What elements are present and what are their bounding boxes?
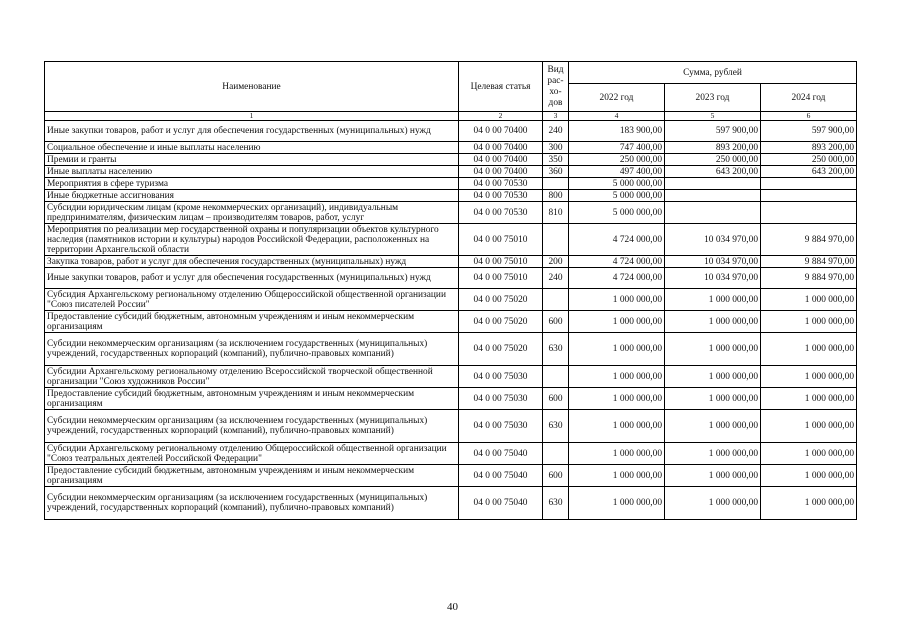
- row-sum-2024: [761, 190, 857, 202]
- row-name: Субсидия Архангельскому региональному отделению Общероссийской общественной организации "Союз писателей России": [45, 289, 459, 311]
- row-sum-2023: 1 000 000,00: [665, 487, 761, 520]
- row-sum-2023: 1 000 000,00: [665, 465, 761, 487]
- row-sum-2024: 1 000 000,00: [761, 289, 857, 311]
- column-index: 2: [459, 112, 543, 121]
- row-sum-2023: 597 900,00: [665, 121, 761, 142]
- row-sum-2022: 1 000 000,00: [569, 388, 665, 410]
- row-sum-2023: 10 034 970,00: [665, 224, 761, 256]
- row-expense-type: 810: [543, 202, 569, 224]
- row-target-article: 04 0 00 70530: [459, 190, 543, 202]
- row-sum-2024: 1 000 000,00: [761, 487, 857, 520]
- column-index-row: [45, 112, 857, 121]
- row-sum-2022: 1 000 000,00: [569, 366, 665, 388]
- row-sum-2024: 893 200,00: [761, 142, 857, 154]
- table-row: [45, 224, 857, 256]
- row-target-article: 04 0 00 70400: [459, 142, 543, 154]
- table-body: [45, 121, 857, 520]
- row-expense-type: 240: [543, 268, 569, 289]
- row-expense-type: 240: [543, 121, 569, 142]
- row-target-article: 04 0 00 75020: [459, 289, 543, 311]
- row-name: Субсидии Архангельскому региональному отделению Всероссийской творческой общественной организации "Союз художников России": [45, 366, 459, 388]
- row-sum-2024: 1 000 000,00: [761, 366, 857, 388]
- row-target-article: 04 0 00 75030: [459, 366, 543, 388]
- table-row: [45, 366, 857, 388]
- header-target-article: Целевая статья: [459, 62, 543, 112]
- row-expense-type: 630: [543, 333, 569, 366]
- row-target-article: 04 0 00 70400: [459, 121, 543, 142]
- table-row: [45, 487, 857, 520]
- row-sum-2024: 9 884 970,00: [761, 268, 857, 289]
- table-row: [45, 166, 857, 178]
- table-row: [45, 121, 857, 142]
- row-name: Иные закупки товаров, работ и услуг для обеспечения государственных (муниципальных) нужд: [45, 268, 459, 289]
- table-row: [45, 388, 857, 410]
- row-sum-2022: 4 724 000,00: [569, 224, 665, 256]
- row-target-article: 04 0 00 75010: [459, 224, 543, 256]
- row-target-article: 04 0 00 75030: [459, 388, 543, 410]
- row-target-article: 04 0 00 70530: [459, 202, 543, 224]
- row-sum-2022: 497 400,00: [569, 166, 665, 178]
- row-expense-type: [543, 366, 569, 388]
- header-year-2024: 2024 год: [761, 84, 857, 112]
- row-sum-2024: 9 884 970,00: [761, 224, 857, 256]
- header-sum: Сумма, рублей: [569, 62, 857, 84]
- row-sum-2022: 1 000 000,00: [569, 443, 665, 465]
- row-expense-type: 630: [543, 487, 569, 520]
- row-sum-2024: [761, 178, 857, 190]
- page-number: 40: [447, 601, 458, 613]
- table-row: [45, 202, 857, 224]
- row-name: Субсидии некоммерческим организациям (за исключением государственных (муниципальных) учреждений, государственных корпораций (компаний), публично-правовых компаний): [45, 410, 459, 443]
- row-sum-2023: [665, 202, 761, 224]
- row-expense-type: 600: [543, 388, 569, 410]
- row-sum-2023: 1 000 000,00: [665, 410, 761, 443]
- row-target-article: 04 0 00 75040: [459, 465, 543, 487]
- row-target-article: 04 0 00 75020: [459, 333, 543, 366]
- budget-table: [44, 61, 857, 520]
- row-sum-2023: [665, 178, 761, 190]
- row-expense-type: 350: [543, 154, 569, 166]
- row-expense-type: 300: [543, 142, 569, 154]
- row-sum-2024: 597 900,00: [761, 121, 857, 142]
- row-sum-2024: 1 000 000,00: [761, 443, 857, 465]
- table-row: [45, 154, 857, 166]
- row-sum-2024: 1 000 000,00: [761, 388, 857, 410]
- column-index: 5: [665, 112, 761, 121]
- row-expense-type: 600: [543, 465, 569, 487]
- row-sum-2024: 1 000 000,00: [761, 311, 857, 333]
- row-expense-type: 600: [543, 311, 569, 333]
- row-sum-2024: 1 000 000,00: [761, 333, 857, 366]
- row-target-article: 04 0 00 75020: [459, 311, 543, 333]
- row-expense-type: [543, 289, 569, 311]
- row-sum-2022: 4 724 000,00: [569, 268, 665, 289]
- row-name: Мероприятия по реализации мер государственной охраны и популяризации объектов культурного наследия (памятников истории и культуры) народов Российской Федерации, расположенных на территории Архангельской области: [45, 224, 459, 256]
- row-target-article: 04 0 00 75010: [459, 268, 543, 289]
- row-sum-2022: 5 000 000,00: [569, 190, 665, 202]
- table-row: [45, 142, 857, 154]
- row-sum-2024: 1 000 000,00: [761, 410, 857, 443]
- row-sum-2024: [761, 202, 857, 224]
- row-name: Предоставление субсидий бюджетным, автономным учреждениям и иным некоммерческим организациям: [45, 311, 459, 333]
- row-expense-type: 200: [543, 256, 569, 268]
- row-sum-2022: 1 000 000,00: [569, 333, 665, 366]
- table-row: [45, 443, 857, 465]
- row-sum-2023: 1 000 000,00: [665, 333, 761, 366]
- row-target-article: 04 0 00 75040: [459, 487, 543, 520]
- row-name: Субсидии Архангельскому региональному отделению Общероссийской общественной организации "Союз театральных деятелей Российской Федерации": [45, 443, 459, 465]
- row-sum-2023: 893 200,00: [665, 142, 761, 154]
- row-expense-type: 630: [543, 410, 569, 443]
- row-sum-2022: 747 400,00: [569, 142, 665, 154]
- row-sum-2023: 1 000 000,00: [665, 366, 761, 388]
- table-row: [45, 190, 857, 202]
- row-target-article: 04 0 00 70400: [459, 154, 543, 166]
- row-target-article: 04 0 00 70400: [459, 166, 543, 178]
- column-index: 4: [569, 112, 665, 121]
- row-name: Предоставление субсидий бюджетным, автономным учреждениям и иным некоммерческим организациям: [45, 388, 459, 410]
- row-sum-2022: 183 900,00: [569, 121, 665, 142]
- row-expense-type: 800: [543, 190, 569, 202]
- row-sum-2024: 9 884 970,00: [761, 256, 857, 268]
- row-sum-2023: 1 000 000,00: [665, 289, 761, 311]
- header-year-2023: 2023 год: [665, 84, 761, 112]
- row-sum-2024: 643 200,00: [761, 166, 857, 178]
- row-name: Субсидии некоммерческим организациям (за исключением государственных (муниципальных) учреждений, государственных корпораций (компаний), публично-правовых компаний): [45, 487, 459, 520]
- row-target-article: 04 0 00 75010: [459, 256, 543, 268]
- row-target-article: 04 0 00 75030: [459, 410, 543, 443]
- table-row: [45, 289, 857, 311]
- row-name: Иные выплаты населению: [45, 166, 459, 178]
- row-sum-2023: 10 034 970,00: [665, 256, 761, 268]
- row-sum-2022: 5 000 000,00: [569, 202, 665, 224]
- row-sum-2023: 10 034 970,00: [665, 268, 761, 289]
- column-index: 3: [543, 112, 569, 121]
- row-sum-2022: 1 000 000,00: [569, 487, 665, 520]
- row-expense-type: [543, 443, 569, 465]
- row-target-article: 04 0 00 70530: [459, 178, 543, 190]
- row-target-article: 04 0 00 75040: [459, 443, 543, 465]
- row-sum-2022: 1 000 000,00: [569, 465, 665, 487]
- header-year-2022: 2022 год: [569, 84, 665, 112]
- row-expense-type: [543, 224, 569, 256]
- row-sum-2023: 250 000,00: [665, 154, 761, 166]
- row-name: Закупка товаров, работ и услуг для обеспечения государственных (муниципальных) нужд: [45, 256, 459, 268]
- row-sum-2024: 250 000,00: [761, 154, 857, 166]
- header-expense-type: Вид рас- хо- дов: [543, 62, 569, 112]
- row-sum-2023: 1 000 000,00: [665, 388, 761, 410]
- row-sum-2023: 1 000 000,00: [665, 311, 761, 333]
- row-expense-type: [543, 178, 569, 190]
- table-row: [45, 410, 857, 443]
- row-sum-2022: 4 724 000,00: [569, 256, 665, 268]
- column-index: 1: [45, 112, 459, 121]
- row-expense-type: 360: [543, 166, 569, 178]
- row-name: Предоставление субсидий бюджетным, автономным учреждениям и иным некоммерческим организациям: [45, 465, 459, 487]
- row-sum-2022: 1 000 000,00: [569, 311, 665, 333]
- row-sum-2022: 1 000 000,00: [569, 289, 665, 311]
- table-row: [45, 333, 857, 366]
- row-sum-2022: 1 000 000,00: [569, 410, 665, 443]
- row-sum-2024: 1 000 000,00: [761, 465, 857, 487]
- row-name: Мероприятия в сфере туризма: [45, 178, 459, 190]
- row-sum-2023: [665, 190, 761, 202]
- table-row: [45, 311, 857, 333]
- row-name: Премии и гранты: [45, 154, 459, 166]
- row-sum-2023: 643 200,00: [665, 166, 761, 178]
- header-name: Наименование: [45, 62, 459, 112]
- row-name: Субсидии некоммерческим организациям (за исключением государственных (муниципальных) учреждений, государственных корпораций (компаний), публично-правовых компаний): [45, 333, 459, 366]
- row-name: Субсидии юридическим лицам (кроме некоммерческих организаций), индивидуальным предпринимателям, физическим лицам – производителям товаров, работ, услуг: [45, 202, 459, 224]
- row-sum-2022: 5 000 000,00: [569, 178, 665, 190]
- table-row: [45, 268, 857, 289]
- table-row: [45, 178, 857, 190]
- column-index: 6: [761, 112, 857, 121]
- row-name: Социальное обеспечение и иные выплаты населению: [45, 142, 459, 154]
- row-sum-2022: 250 000,00: [569, 154, 665, 166]
- table-row: [45, 256, 857, 268]
- row-name: Иные закупки товаров, работ и услуг для обеспечения государственных (муниципальных) нужд: [45, 121, 459, 142]
- row-sum-2023: 1 000 000,00: [665, 443, 761, 465]
- table-row: [45, 465, 857, 487]
- row-name: Иные бюджетные ассигнования: [45, 190, 459, 202]
